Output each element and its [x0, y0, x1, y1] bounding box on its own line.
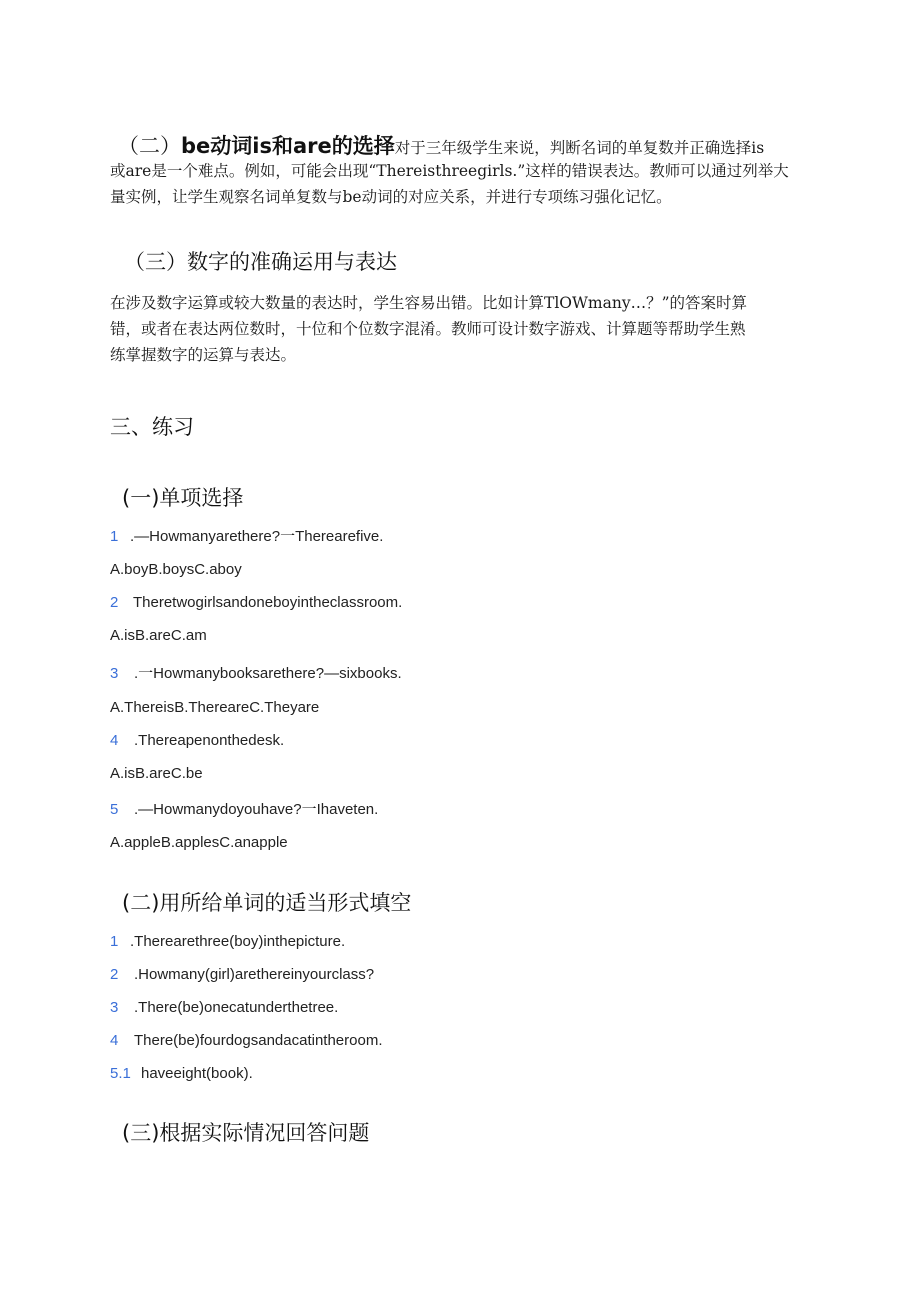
question-text: Theretwogirlsandoneboyintheclassroom.: [133, 594, 403, 611]
section-3-line-3: 练掌握数字的运算与表达。: [110, 346, 297, 364]
part-1-question-4: [110, 732, 284, 749]
part-2-item-5: [110, 1065, 253, 1082]
question-number: 2: [110, 594, 119, 611]
item-number: 2: [110, 966, 119, 983]
section-2-line-1-text: 对于三年级学生来说，判断名词的单复数并正确选择is: [394, 139, 765, 157]
question-text: .—Howmanyarethere?一Therearefive.: [130, 528, 384, 545]
part-1-question-1: [110, 525, 383, 546]
part-1-options-4: A.isB.areC.be: [110, 765, 203, 782]
practice-heading: 三、练习: [110, 415, 194, 439]
part-2-item-1: [110, 933, 345, 950]
question-text: .一Howmanybooksarethere?—sixbooks.: [134, 665, 402, 682]
item-text: .Therearethree(boy)inthepicture.: [130, 933, 346, 950]
part-1-question-2: [110, 594, 402, 611]
item-text: haveeight(book).: [141, 1065, 253, 1082]
part-1-options-2: A.isB.areC.am: [110, 627, 207, 644]
section-3-line-1: 在涉及数字运算或较大数量的表达时，学生容易出错。比如计算TlOWmany…？”的答案时算: [110, 294, 748, 312]
section-2-line-1: [118, 130, 764, 161]
part-2-item-4: [110, 1032, 382, 1049]
item-text: .There(be)onecatunderthetree.: [134, 999, 339, 1016]
part-1-options-5: A.appleB.applesC.anapple: [110, 834, 288, 851]
section-3-line-2: 错，或者在表达两位数时，十位和个位数字混淆。教师可设计数字游戏、计算题等帮助学生熟: [110, 320, 746, 338]
part-2-heading: (二)用所给单词的适当形式填空: [122, 891, 412, 915]
question-number: 5: [110, 801, 119, 818]
item-number: 5.1: [110, 1065, 131, 1082]
part-3-heading: (三)根据实际情况回答问题: [122, 1121, 370, 1145]
part-1-options-1: A.boyB.boysC.aboy: [110, 561, 242, 578]
section-2-heading-prefix: （二）: [118, 134, 181, 158]
part-2-item-3: [110, 999, 338, 1016]
question-text: .—Howmanydoyouhave?一Ihaveten.: [134, 801, 379, 818]
question-text: .Thereapenonthedesk.: [134, 732, 285, 749]
question-number: 1: [110, 528, 119, 545]
section-2-line-3: 量实例，让学生观察名词单复数与be动词的对应关系，并进行专项练习强化记忆。: [110, 188, 672, 206]
section-2-line-2: 或are是一个难点。例如，可能会出现“Thereisthreegirls.”这样的错误表达。教师可以通过列举大: [110, 162, 789, 180]
item-text: .Howmany(girl)arethereinyourclass?: [134, 966, 375, 983]
part-1-question-3: [110, 662, 402, 683]
section-3-heading: （三）数字的准确运用与表达: [124, 250, 397, 274]
item-text: There(be)fourdogsandacatintheroom.: [134, 1032, 383, 1049]
part-2-item-2: [110, 966, 374, 983]
part-1-question-5: [110, 798, 378, 819]
item-number: 4: [110, 1032, 119, 1049]
question-number: 3: [110, 665, 119, 682]
item-number: 3: [110, 999, 119, 1016]
part-1-options-3: A.ThereisB.ThereareC.Theyare: [110, 699, 320, 716]
item-number: 1: [110, 933, 119, 950]
question-number: 4: [110, 732, 119, 749]
part-1-heading: (一)单项选择: [122, 486, 244, 510]
section-2-heading-title: be动词is和are的选择: [181, 134, 395, 158]
